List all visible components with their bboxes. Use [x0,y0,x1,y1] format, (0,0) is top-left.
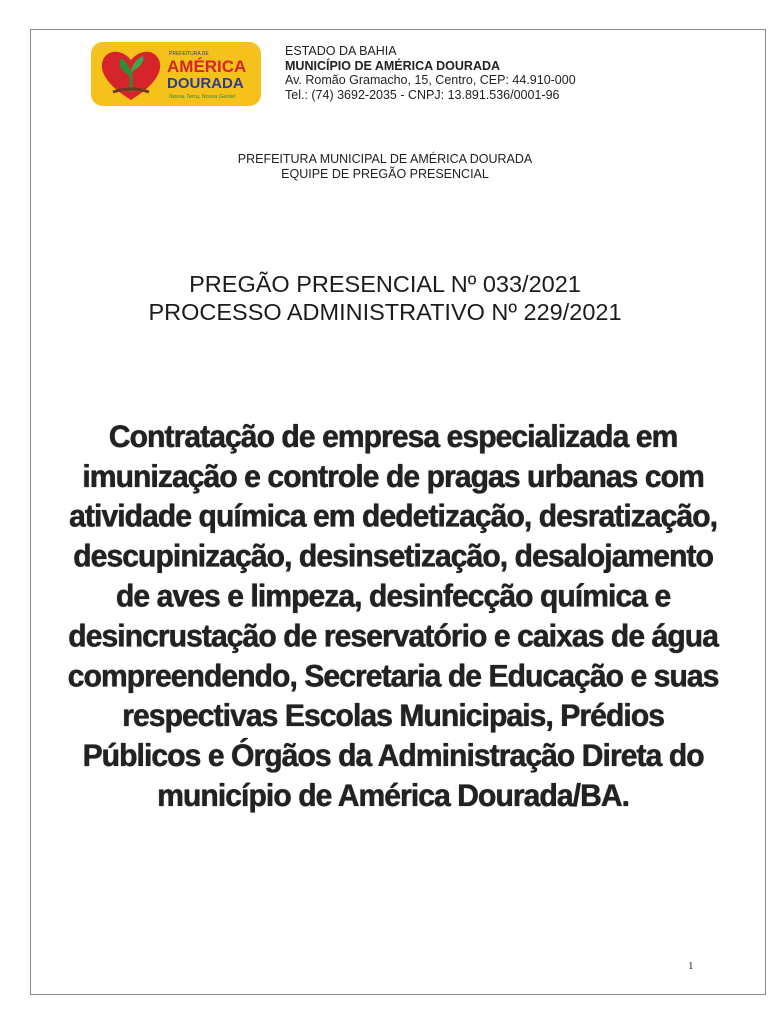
logo-name-line2: DOURADA [167,75,244,92]
state-line: ESTADO DA BAHIA [285,44,397,58]
logo-top-text: PREFEITURA DE [169,51,209,57]
address-line: Av. Romão Gramacho, 15, Centro, CEP: 44.910-000 [285,73,576,87]
department-line2: EQUIPE DE PREGÃO PRESENCIAL [281,166,489,181]
logo-slogan: Nossa Terra, Nossa Gente! [169,94,236,100]
department-heading [0,152,770,181]
america-dourada-logo [91,42,261,106]
object-description: Contratação de empresa especializada em imunização e controle de pragas urbanas com atividade química em dedetização, desratização, descupinização, desinsetização, desalojamento de aves e limpeza, desinfecção química e desincrustação de reservatório e caixas de água compreendendo, Secretaria de Educação e suas respectivas Escolas Municipais, Prédios Públicos e Órgãos da Administração Direta do município de América Dourada/BA. [67,419,719,814]
pregao-number: PREGÃO PRESENCIAL Nº 033/2021 [189,271,581,297]
letterhead [285,44,576,102]
document-title [0,270,770,326]
municipality-line: MUNICÍPIO DE AMÉRICA DOURADA [285,58,501,73]
process-number: PROCESSO ADMINISTRATIVO Nº 229/2021 [148,299,622,325]
logo-name-line1: AMÉRICA [167,57,247,76]
page-number: 1 [688,960,694,972]
heart-plant-icon [91,42,261,106]
contact-line: Tel.: (74) 3692-2035 - CNPJ: 13.891.536/0001-96 [285,87,560,102]
department-line1: PREFEITURA MUNICIPAL DE AMÉRICA DOURADA [237,152,533,166]
